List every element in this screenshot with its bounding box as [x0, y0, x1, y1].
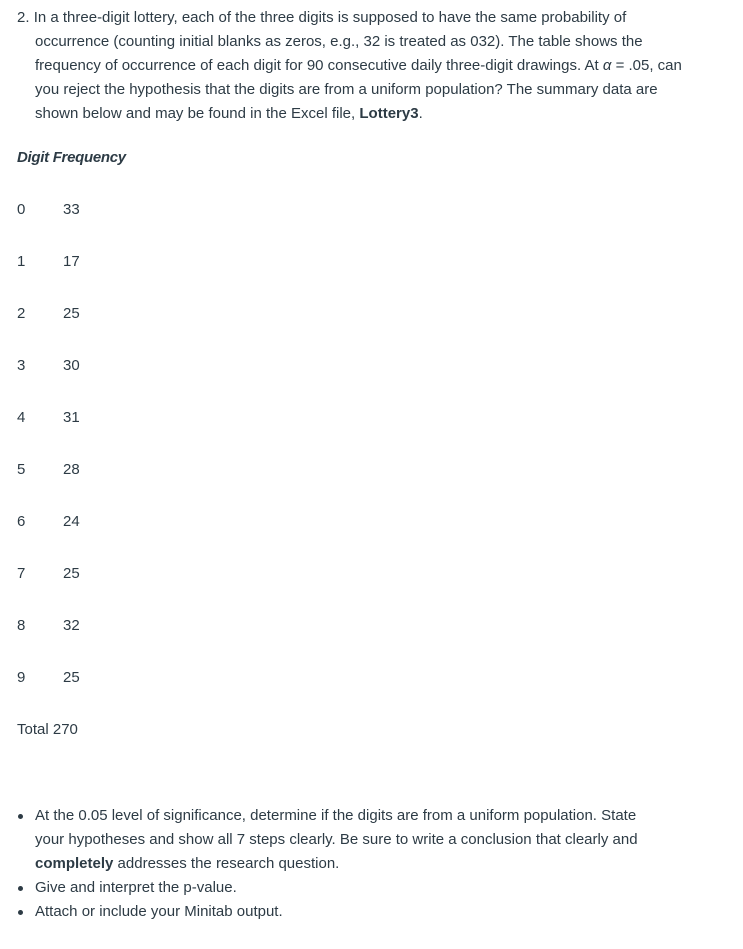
digit-cell: 5 — [17, 461, 26, 478]
task-list — [17, 804, 657, 924]
table-total: Total 270 — [17, 721, 78, 738]
digit-cell: 3 — [17, 357, 26, 374]
list-item — [17, 876, 657, 900]
excel-file-name: Lottery3 — [359, 105, 419, 122]
frequency-cell: 33 — [63, 201, 80, 218]
digit-cell: 7 — [17, 565, 26, 582]
digit-cell: 1 — [17, 253, 26, 270]
alpha-symbol: α — [602, 57, 612, 74]
digit-cell: 2 — [17, 305, 26, 322]
frequency-cell: 17 — [63, 253, 80, 270]
frequency-cell: 25 — [63, 565, 80, 582]
digit-cell: 8 — [17, 617, 26, 634]
question-text — [17, 6, 695, 126]
list-item — [17, 804, 657, 876]
question-body-continued: = .05, can you reject the hypothesis that the digits are from a uniform population? The summary data are shown below and may be found in the Excel file, — [35, 57, 682, 122]
frequency-cell: 25 — [63, 305, 80, 322]
task-3-text: Attach or include your Minitab output. — [35, 903, 283, 920]
digit-cell: 4 — [17, 409, 26, 426]
digit-cell: 9 — [17, 669, 26, 686]
task-1-emphasis: completely — [35, 855, 114, 872]
frequency-cell: 30 — [63, 357, 80, 374]
frequency-cell: 25 — [63, 669, 80, 686]
task-1-text: At the 0.05 level of significance, determine if the digits are from a uniform population. State your hypotheses and show all 7 steps clearly. Be sure to write a conclusion that clearly and — [35, 807, 638, 848]
list-item — [17, 900, 657, 924]
frequency-cell: 31 — [63, 409, 80, 426]
question-body: In a three-digit lottery, each of the three digits is supposed to have the same probability of occurrence (counting initial blanks as zeros, e.g., 32 is treated as 032). The table shows the frequency of occurrence of each digit for 90 consecutive daily three-digit drawings. At — [33, 9, 643, 74]
question-end-punct: . — [418, 105, 423, 122]
question-number: 2. — [17, 9, 30, 26]
frequency-cell: 32 — [63, 617, 80, 634]
digit-cell: 0 — [17, 201, 26, 218]
digit-cell: 6 — [17, 513, 26, 530]
task-1-text-end: addresses the research question. — [117, 855, 340, 872]
task-2-text: Give and interpret the p-value. — [35, 879, 237, 896]
frequency-cell: 24 — [63, 513, 80, 530]
frequency-cell: 28 — [63, 461, 80, 478]
table-header: Digit Frequency — [17, 149, 126, 166]
